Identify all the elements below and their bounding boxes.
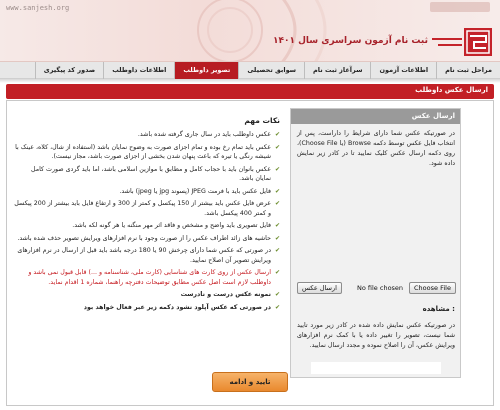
check-icon: ✔ (274, 187, 280, 195)
check-icon: ✔ (274, 131, 280, 138)
check-icon: ✔ (274, 165, 280, 173)
list-item: ✔ فایل تصویری باید واضح و مشخص و فاقد اثر مهر منگنه یا هر گونه لکه باشد. (72, 222, 280, 229)
file-status: No file chosen (357, 284, 404, 292)
check-icon: ✔ (274, 200, 280, 207)
notes-title: نکات مهم (244, 116, 280, 125)
important-notes (14, 116, 280, 315)
tab-registration-steps[interactable]: مراحل ثبت نام (436, 62, 500, 79)
tab-candidate-photo[interactable]: تصویر داوطلب (174, 62, 238, 79)
check-icon: ✔ (274, 291, 280, 298)
file-row (297, 281, 455, 295)
tab-candidate-info[interactable]: اطلاعات داوطلب (103, 62, 174, 79)
confirm-continue-button[interactable]: تایید و ادامه (212, 372, 288, 392)
nav-shadow (0, 79, 500, 83)
tab-exam-info[interactable]: اطلاعات آزمون (370, 62, 436, 79)
site-url: www.sanjesh.org (6, 4, 70, 12)
preview-label: مشاهده : (422, 305, 455, 313)
section-header (6, 84, 494, 99)
list-item: ✔ عرض فایل عکس باید بیشتر از 150 پیکسل و کمتر از 300 و ارتفاع فایل باید بیشتر از 200 پیکسل و کمتر 400 پیکسل باشد. (14, 200, 280, 217)
list-item-link[interactable]: ✔ نمونه عکس درست و نادرست (180, 291, 280, 298)
check-icon: ✔ (274, 234, 280, 242)
send-photo-button[interactable]: ارسال عکس (297, 282, 342, 294)
page-title: ثبت نام آزمون سراسری سال ۱۴۰۱ (272, 36, 428, 46)
preview-description: در صورتیکه عکس نمایش داده شده در کادر زیر مورد تایید شما نیست، تصویر را تغییر داده یا با کمک نرم افزارهای ویرایش عکس، آن را اصلاح نموده و مجدد ارسال نمایید. (297, 322, 455, 349)
photo-preview (311, 362, 441, 374)
upload-header: ارسال عکس (291, 109, 460, 124)
decorative-pattern-icon (190, 0, 360, 62)
list-item: ✔ حاشیه های زائد اطراف عکس را از صورت وجود با نرم افزارهای ویرایش تصویر حذف شده باشد. (17, 234, 280, 242)
list-item: ✔ فایل عکس باید با فرمت JPEG (پسوند jpg یا jpeg) باشد. (119, 187, 280, 195)
list-item: ✔ عکس باید تمام رخ بوده و تمام اجزای صورت به وضوح نمایان باشد (استفاده از شال، کلاه، عینک با شیشه رنگی یا تیره که باعث پنهان شدن بخشی از اجزای صورت باشد، مجاز نیست). (15, 143, 280, 160)
logo-caption (430, 2, 490, 12)
list-item: ✔ عکس داوطلب باید در سال جاری گرفته شده باشد. (137, 131, 280, 138)
tab-tracking-code[interactable]: صدور کد پیگیری (35, 62, 103, 79)
check-icon: ✔ (274, 222, 280, 229)
list-item: ✔ عکس بانوان باید با حجاب کامل و مطابق با موازین اسلامی باشد، اما باید گردی صورت کامل نمایان باشد. (30, 165, 280, 182)
sanjesh-logo-icon (430, 26, 494, 58)
check-icon: ✔ (274, 247, 280, 254)
list-item: ✔ ارسال عکس از روی کارت های شناسایی (کارت ملی، شناسنامه و ...) قابل قبول نمی باشد و داوطلب لازم است اصل عکس مطابق توضیحات دفترچه راهنما، شماره 1 اقدام نماید. (28, 269, 280, 286)
check-icon: ✔ (274, 143, 280, 151)
upload-box (290, 108, 461, 378)
tab-registration-start[interactable]: سرآغاز ثبت نام (304, 62, 370, 79)
check-icon: ✔ (274, 269, 280, 276)
choose-file-button[interactable]: Choose File (409, 282, 456, 294)
list-item: ✔ در صورتی که عکس آپلود نشود دکمه زیر عبر فعال خواهد بود (83, 303, 280, 311)
upload-description: در صورتیکه عکس شما دارای شرایط را داراست، پس از انتخاب فایل عکس توسط دکمه Browse (یا Choose File)، روی دکمه ارسال عکس کلیک نمایید تا در کادر زیر نمایش داده شود. (297, 130, 455, 167)
top-nav (0, 62, 500, 79)
list-item: ✔ در صورتی که عکس شما دارای چرخش 90 یا 180 درجه باشد باید قبل از ارسال در نرم افزارهای ویرایش تصویر آن اصلاح نمایید. (17, 247, 280, 264)
check-icon: ✔ (274, 303, 280, 311)
tab-education-records[interactable]: سوابق تحصیلی (238, 62, 304, 79)
header-banner (0, 0, 500, 62)
page-title-wrap (273, 36, 428, 46)
section-title: ارسال عکس داوطلب (415, 86, 488, 94)
